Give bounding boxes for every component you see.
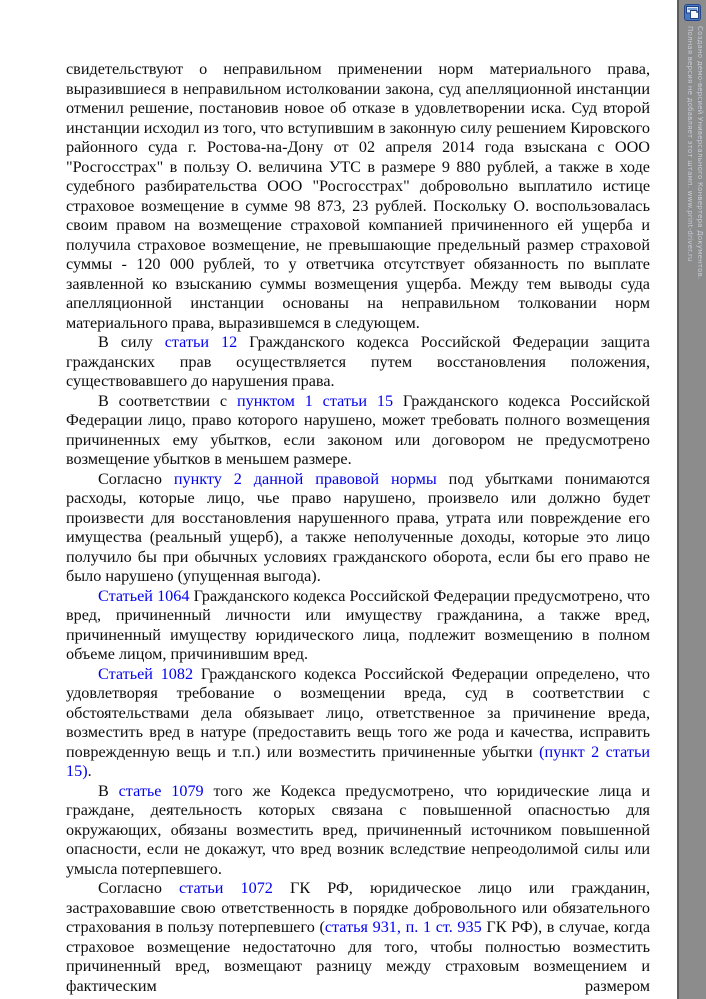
text-run: Согласно <box>98 879 180 897</box>
paragraph <box>66 782 650 880</box>
text-run: ГК РФ), в случае, когда страховое возмещение недостаточно для того, чтобы полностью возместить причиненный вред, возмещают разницу между страховым возмещением и фактическим размером <box>66 918 651 995</box>
text-run: В соответствии с <box>98 391 237 410</box>
article-link[interactable]: (пункт 2 статьи 15) <box>66 742 650 780</box>
paragraphs <box>66 60 650 996</box>
text-run: Гражданского кодекса Российской Федерации защита гражданских прав осуществляется путем восстановления положения, существовавшего до нарушения права. <box>66 333 650 390</box>
text-run: В <box>98 781 119 800</box>
article-link[interactable]: пункту 2 данной правовой нормы <box>173 469 437 488</box>
text-run: ГК РФ, юридическое лицо или гражданин, застраховавшие свою ответственность в порядке добровольного или обязательного страхования в пользу потерпевшего ( <box>66 879 650 936</box>
paragraph <box>66 470 650 587</box>
text-run: Гражданского кодекса Российской Федерации определено, что удовлетворяя требование о возмещении вреда, суд в соответствии с обстоятельствами дела обязывает лицо, ответственное за причинение вреда, возместить вред в натуре (предоставить вещь того же рода и качества, исправить поврежденную вещь и т.п.) или возместить причиненные убытки <box>66 664 650 761</box>
article-link[interactable]: статьи 1072 <box>179 879 273 897</box>
paragraph <box>66 665 650 782</box>
text-run: В силу <box>98 333 165 351</box>
text-run: Согласно <box>98 469 174 488</box>
udc-converter-icon <box>684 4 701 21</box>
paragraph <box>66 392 650 470</box>
article-link[interactable]: Статьей 1082 <box>98 664 194 683</box>
article-link[interactable]: статья 931, п. 1 ст. 935 <box>324 918 482 936</box>
article-link[interactable]: статьи 12 <box>164 333 238 351</box>
article-link[interactable]: статье 1079 <box>118 781 204 800</box>
paragraph <box>66 60 650 333</box>
text-run: Гражданского кодекса Российской Федерации предусмотрено, что вред, причиненный личности или имуществу гражданина, а также вред, причиненный имуществу юридического лица, подлежит возмещению в полном объеме лицом, причинившим вред. <box>66 586 650 663</box>
article-link[interactable]: Статьей 1064 <box>98 586 190 605</box>
text-run: . <box>87 762 92 780</box>
paragraph <box>66 879 650 996</box>
stamp-text-line1: Создано демо-версией Универсального Конвертера Документов. <box>696 26 704 280</box>
text-run: свидетельствуют о неправильном применении норм материального права, выразившиеся в неправильном истолковании закона, суд апелляционной инстанции отменил решение, постановив новое об отказе в удовлетворении иска. Суд второй инстанции исходил из того, что вступившим в законную силу решением Кировского районного суда г. Ростова-на-Дону от 02 апреля 2014 года взыскана с ООО "Росгосстрах" в пользу О. величина УТС в размере 9 880 рублей, а также в ходе судебного разбирательства ООО "Росгосстрах" добровольно выплатило истице страховое возмещение в сумме 98 873, 23 рублей. Поскольку О. воспользовалась своим правом на возмещение страховой компанией причиненного ей ущерба и получила страховое возмещение, не превышающие предельный размер страховой суммы - 120 000 рублей, то у ответчика отсутствует обязанность по выплате заявленной ко взысканию суммы возмещения ущерба. Между тем выводы суда апелляционной инстанции основаны на неправильном толковании норм материального права, выразившемся в следующем. <box>66 60 650 332</box>
document-text <box>66 60 650 996</box>
paragraph <box>66 587 650 665</box>
text-run: того же Кодекса предусмотрено, что юридические лица и граждане, деятельность которых связана с повышенной опасностью для окружающих, обязаны возместить вред, причиненный источником повышенной опасности, если не докажут, что вред возник вследствие непреодолимой силы или умысла потерпевшего. <box>66 781 650 878</box>
text-run: Гражданского кодекса Российской Федерации лицо, право которого нарушено, может требовать полного возмещения причиненных ему убытков, если законом или договором не предусмотрено возмещение убытков в меньшем размере. <box>66 391 650 468</box>
stamp-text-line2: Полная версия не добавляет этот штамп. www.print-driver.ru <box>686 26 694 262</box>
text-run: под убытками понимаются расходы, которые лицо, чье право нарушено, произвело или должно будет произвести для восстановления нарушенного права, утрата или повреждение его имущества (реальный ущерб), а также неполученные доходы, которые это лицо получило бы при обычных условиях гражданского оборота, если бы его право не было нарушено (упущенная выгода). <box>66 469 650 585</box>
paragraph <box>66 333 650 392</box>
converter-stamp-strip <box>677 0 706 999</box>
article-link[interactable]: пунктом 1 статьи 15 <box>236 391 394 410</box>
